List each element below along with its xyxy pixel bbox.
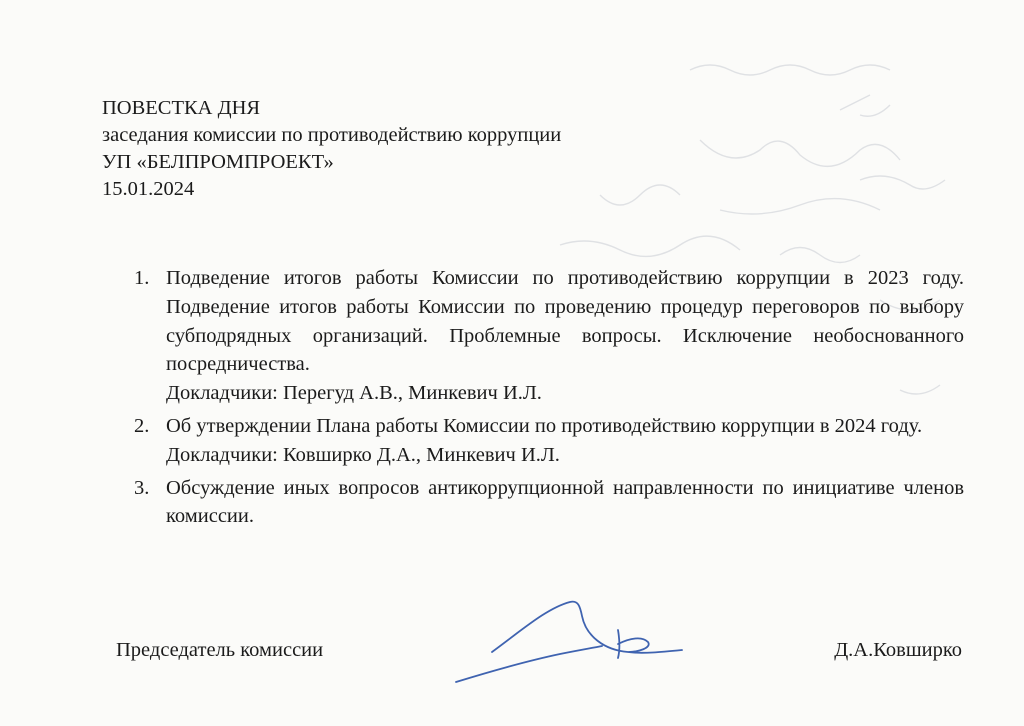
handwritten-signature	[452, 590, 692, 690]
agenda-item-text: Подведение итогов работы Комиссии по противодействию коррупции в 2023 году. Подведение итогов работы Комиссии по проведению процедур переговоров по выбору субподрядных организаций. Проблемные вопросы. Исключение необоснованного посредничества.	[166, 267, 964, 376]
agenda-item-number: 1.	[134, 267, 150, 289]
document-header	[102, 95, 561, 203]
agenda-item-text: Об утверждении Плана работы Комиссии по противодействию коррупции в 2024 году.	[166, 414, 923, 437]
agenda-item	[112, 412, 964, 470]
agenda-item-reporters: Докладчики: Перегуд А.В., Минкевич И.Л.	[166, 382, 542, 405]
agenda-list	[112, 264, 964, 535]
agenda-item	[112, 264, 964, 408]
document-title: ПОВЕСТКА ДНЯ	[102, 97, 261, 119]
agenda-item-reporters: Докладчики: Ковширко Д.А., Минкевич И.Л.	[166, 443, 560, 466]
chair-name: Д.А.Ковширко	[834, 639, 962, 661]
document-subtitle: заседания комиссии по противодействию коррупции	[102, 124, 562, 146]
organization-name: УП «БЕЛПРОМПРОЕКТ»	[102, 151, 334, 173]
agenda-item	[112, 474, 964, 532]
agenda-item-text: Обсуждение иных вопросов антикоррупционной направленности по инициативе членов комиссии.	[166, 476, 964, 528]
agenda-item-number: 2.	[134, 414, 150, 437]
agenda-item-number: 3.	[134, 476, 150, 499]
meeting-date: 15.01.2024	[102, 178, 195, 200]
chair-title: Председатель комиссии	[116, 639, 324, 661]
